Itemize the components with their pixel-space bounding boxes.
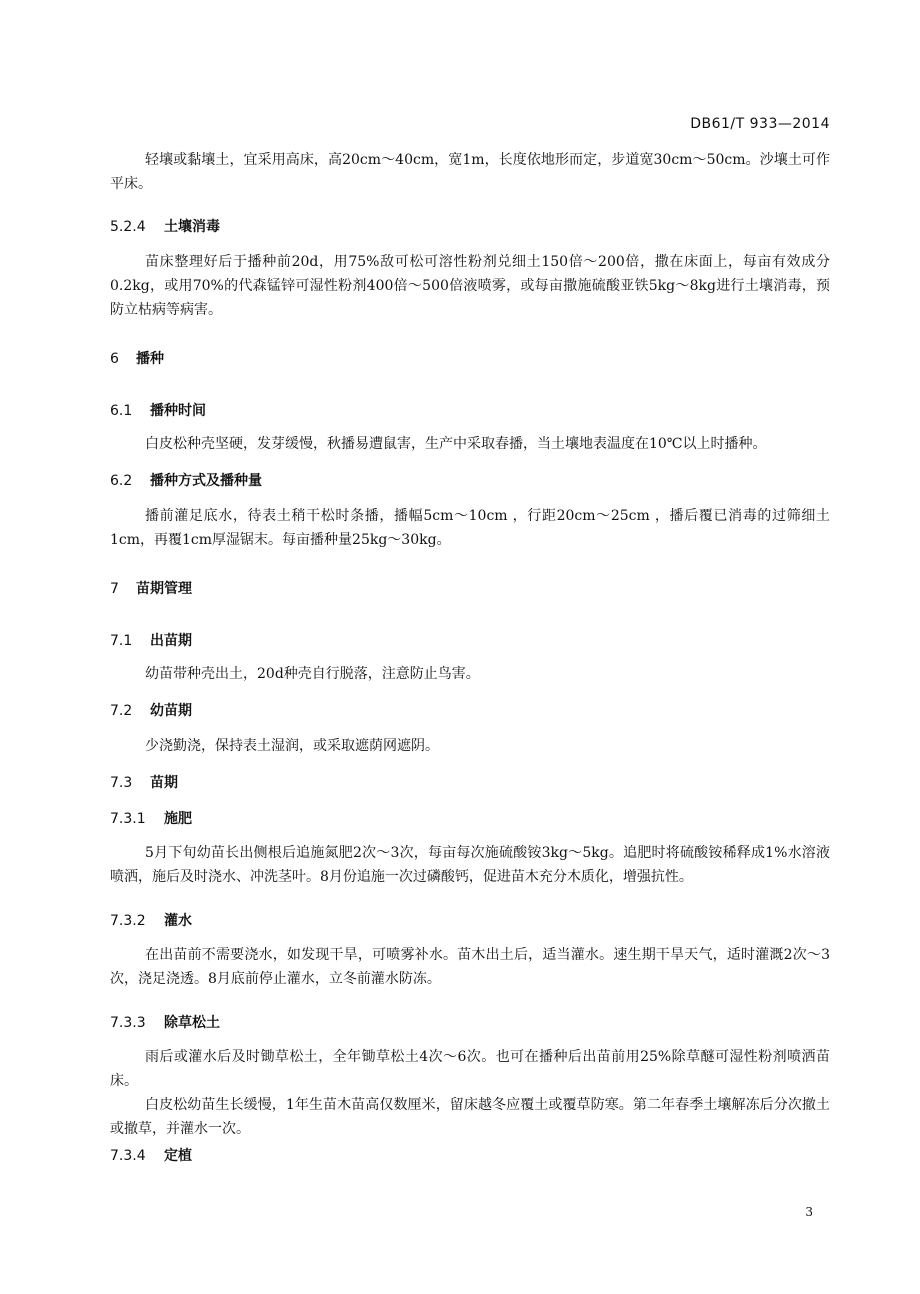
heading-7-2: 7.2 幼苗期 (110, 703, 192, 719)
heading-7-3-2: 7.3.2 灌水 (110, 913, 192, 929)
paragraph-emergence: 幼苗带种壳出土，20d种壳自行脱落，注意防止鸟害。 (145, 666, 480, 682)
heading-6-1: 6.1 播种时间 (110, 403, 206, 419)
standard-code: DB61/T 933—2014 (690, 116, 830, 132)
heading-7-3: 7.3 苗期 (110, 775, 178, 791)
paragraph-bed-type: 轻壤或黏壤土，宜采用高床，高20cm～40cm，宽1m，长度依地形而定，步道宽30cm～50cm。沙壤土可作平床。 (110, 152, 830, 192)
page-number: 3 (805, 1205, 813, 1219)
heading-7-3-1: 7.3.1 施肥 (110, 811, 192, 827)
paragraph-watering: 在出苗前不需要浇水，如发现干旱，可喷雾补水。苗木出土后，适当灌水。速生期干旱天气，适时灌溉2次～3次，浇足浇透。8月底前停止灌水，立冬前灌水防冻。 (110, 947, 830, 987)
paragraph-overwintering: 白皮松幼苗生长缓慢，1年生苗木苗高仅数厘米，留床越冬应覆土或覆草防寒。第二年春季土壤解冻后分次撤土或撤草，并灌水一次。 (110, 1097, 830, 1137)
heading-6: 6 播种 (110, 351, 164, 367)
paragraph-sowing-method: 播前灌足底水，待表土稍干松时条播，播幅5cm～10cm ，行距20cm～25cm ，播后覆已消毒的过筛细土1cm，再覆1cm厚湿锯末。每亩播种量25kg～30kg。 (110, 508, 830, 548)
heading-7-3-3: 7.3.3 除草松土 (110, 1015, 220, 1031)
paragraph-weeding: 雨后或灌水后及时锄草松土，全年锄草松土4次～6次。也可在播种后出苗前用25%除草醚可湿性粉剂喷洒苗床。 (110, 1049, 830, 1089)
heading-5-2-4: 5.2.4 土壤消毒 (110, 219, 220, 235)
paragraph-sowing-time: 白皮松种壳坚硬，发芽缓慢，秋播易遭鼠害，生产中采取春播，当土壤地表温度在10℃以上时播种。 (145, 436, 767, 452)
paragraph-fertilizing: 5月下旬幼苗长出侧根后追施氮肥2次～3次，每亩每次施硫酸铵3kg～5kg。追肥时将硫酸铵稀释成1%水溶液喷洒，施后及时浇水、冲洗茎叶。8月份追施一次过磷酸钙，促进苗木充分木质化，增强抗性。 (110, 845, 830, 885)
heading-7: 7 苗期管理 (110, 581, 192, 597)
heading-6-2: 6.2 播种方式及播种量 (110, 473, 262, 489)
heading-7-1: 7.1 出苗期 (110, 633, 192, 649)
paragraph-seedling: 少浇勤浇，保持表土湿润，或采取遮荫网遮阴。 (145, 738, 439, 754)
paragraph-soil-disinfection: 苗床整理好后于播种前20d，用75%敌可松可溶性粉剂兑细土150倍～200倍，撒在床面上，每亩有效成分0.2kg，或用70%的代森锰锌可湿性粉剂400倍～500倍液喷雾，或每亩撒施硫酸亚铁5kg～8kg进行土壤消毒，预防立枯病等病害。 (110, 254, 830, 318)
heading-7-3-4: 7.3.4 定植 (110, 1148, 192, 1164)
